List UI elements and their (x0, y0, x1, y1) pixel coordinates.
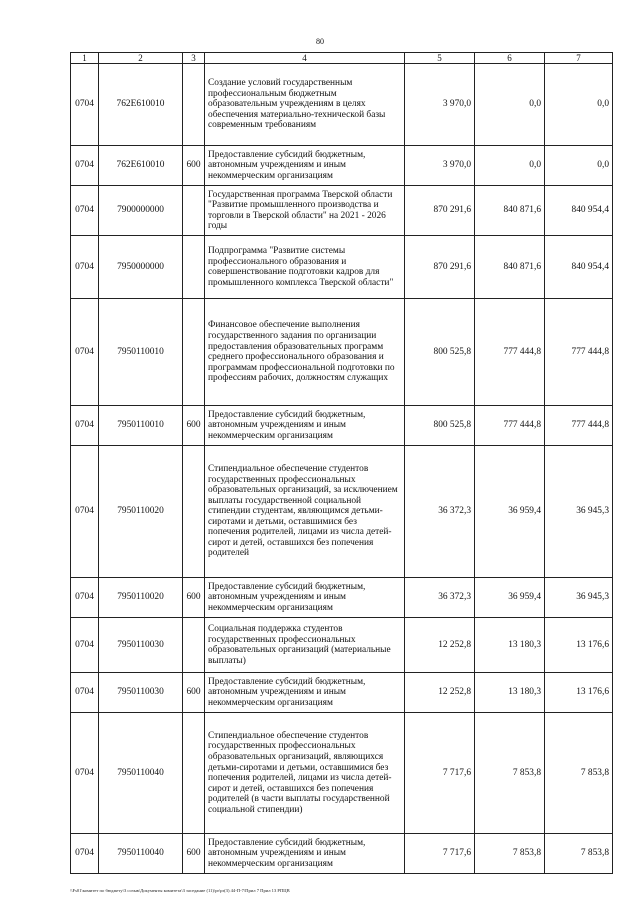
target-article-cell: 7950110040 (99, 834, 183, 874)
amount-2025-cell: 777 444,8 (475, 299, 545, 406)
amount-2026-cell: 7 853,8 (545, 834, 613, 874)
table-row (71, 146, 613, 186)
amount-2026-cell: 840 954,4 (545, 186, 613, 236)
description-cell: Финансовое обеспечение выполнения государственного задания по организации предоставления образовательных программ среднего профессионального образования и программам профессиональной подготовки по профессиям рабочих, должностям служащих (205, 299, 405, 406)
header-row (71, 53, 613, 64)
description-cell: Предоставление субсидий бюджетным, автономным учреждениям и иным некоммерческим организациям (205, 146, 405, 186)
section-code-cell: 0704 (71, 64, 99, 146)
target-article-cell: 7950000000 (99, 236, 183, 299)
amount-2026-cell: 0,0 (545, 64, 613, 146)
target-article-cell: 7950110010 (99, 299, 183, 406)
amount-2026-cell: 0,0 (545, 146, 613, 186)
description-cell: Предоставление субсидий бюджетным, автономным учреждениям и иным некоммерческим организациям (205, 578, 405, 618)
section-code-cell: 0704 (71, 146, 99, 186)
amount-2025-cell: 840 871,6 (475, 236, 545, 299)
expense-type-cell: 600 (183, 406, 205, 446)
table-row (71, 186, 613, 236)
amount-2026-cell: 13 176,6 (545, 673, 613, 713)
header-cell: 1 (71, 53, 99, 64)
amount-2024-cell: 12 252,8 (405, 673, 475, 713)
amount-2026-cell: 840 954,4 (545, 236, 613, 299)
amount-2025-cell: 13 180,3 (475, 673, 545, 713)
target-article-cell: 7950110030 (99, 673, 183, 713)
section-code-cell: 0704 (71, 834, 99, 874)
description-cell: Предоставление субсидий бюджетным, автономным учреждениям и иным некоммерческим организациям (205, 834, 405, 874)
section-code-cell: 0704 (71, 618, 99, 673)
table-row (71, 834, 613, 874)
header-cell: 5 (405, 53, 475, 64)
target-article-cell: 7900000000 (99, 186, 183, 236)
header-cell: 3 (183, 53, 205, 64)
target-article-cell: 762E610010 (99, 64, 183, 146)
amount-2025-cell: 13 180,3 (475, 618, 545, 673)
description-cell: Предоставление субсидий бюджетным, автономным учреждениям и иным некоммерческим организациям (205, 406, 405, 446)
description-cell: Стипендиальное обеспечение студентов государственных профессиональных образовательных организаций, за исключением выплаты государственной социальной стипендии студентам, являющимся детьми-сиротами и детьми, оставшимися без попечения родителей, лицами из числа детей-сирот и детей, оставшихся без попечения родителей (205, 446, 405, 578)
table-row (71, 406, 613, 446)
amount-2025-cell: 7 853,8 (475, 834, 545, 874)
target-article-cell: 7950110030 (99, 618, 183, 673)
section-code-cell: 0704 (71, 578, 99, 618)
table-row (71, 236, 613, 299)
amount-2024-cell: 36 372,3 (405, 446, 475, 578)
amount-2024-cell: 3 970,0 (405, 64, 475, 146)
target-article-cell: 7950110040 (99, 713, 183, 834)
description-cell: Создание условий государственным профессиональным бюджетным образовательным учреждениям в целях обеспечения материально-технической базы современным требованиям (205, 64, 405, 146)
amount-2026-cell: 13 176,6 (545, 618, 613, 673)
amount-2024-cell: 36 372,3 (405, 578, 475, 618)
section-code-cell: 0704 (71, 186, 99, 236)
table-row (71, 713, 613, 834)
expense-type-cell (183, 299, 205, 406)
amount-2026-cell: 36 945,3 (545, 446, 613, 578)
amount-2026-cell: 36 945,3 (545, 578, 613, 618)
expense-type-cell (183, 64, 205, 146)
header-cell: 7 (545, 53, 613, 64)
footer-file-path: \\Fs01\комитет по бюджету\3 созыв\Документы комитета\3 заседание (11)\pr\pr(3) 44-П-7\Прил 7 Прил 13 РПЦВ (70, 888, 290, 893)
table-row (71, 618, 613, 673)
page-number: 80 (316, 37, 324, 46)
header-cell: 6 (475, 53, 545, 64)
expense-type-cell: 600 (183, 834, 205, 874)
table-row (71, 299, 613, 406)
header-cell: 2 (99, 53, 183, 64)
amount-2024-cell: 870 291,6 (405, 236, 475, 299)
amount-2026-cell: 7 853,8 (545, 713, 613, 834)
budget-table (70, 52, 613, 874)
table-row (71, 446, 613, 578)
amount-2024-cell: 800 525,8 (405, 406, 475, 446)
section-code-cell: 0704 (71, 673, 99, 713)
target-article-cell: 7950110020 (99, 578, 183, 618)
header-cell: 4 (205, 53, 405, 64)
amount-2025-cell: 0,0 (475, 146, 545, 186)
expense-type-cell (183, 446, 205, 578)
expense-type-cell: 600 (183, 146, 205, 186)
description-cell: Государственная программа Тверской области "Развитие промышленного производства и торговли в Тверской области" на 2021 - 2026 годы (205, 186, 405, 236)
table-row (71, 578, 613, 618)
amount-2025-cell: 840 871,6 (475, 186, 545, 236)
amount-2025-cell: 7 853,8 (475, 713, 545, 834)
expense-type-cell (183, 618, 205, 673)
amount-2025-cell: 0,0 (475, 64, 545, 146)
table-row (71, 673, 613, 713)
expense-type-cell (183, 713, 205, 834)
expense-type-cell (183, 236, 205, 299)
amount-2026-cell: 777 444,8 (545, 406, 613, 446)
section-code-cell: 0704 (71, 406, 99, 446)
section-code-cell: 0704 (71, 713, 99, 834)
expense-type-cell: 600 (183, 578, 205, 618)
expense-type-cell: 600 (183, 673, 205, 713)
amount-2026-cell: 777 444,8 (545, 299, 613, 406)
amount-2025-cell: 777 444,8 (475, 406, 545, 446)
amount-2024-cell: 7 717,6 (405, 834, 475, 874)
target-article-cell: 7950110010 (99, 406, 183, 446)
description-cell: Предоставление субсидий бюджетным, автономным учреждениям и иным некоммерческим организациям (205, 673, 405, 713)
amount-2024-cell: 3 970,0 (405, 146, 475, 186)
target-article-cell: 762E610010 (99, 146, 183, 186)
description-cell: Стипендиальное обеспечение студентов государственных профессиональных образовательных организаций, являющихся детьми-сиротами и детьми, оставшимися без попечения родителей, лицами из числа детей-сирот и детей, оставшихся без попечения родителей (в части выплаты государственной социальной стипендии) (205, 713, 405, 834)
section-code-cell: 0704 (71, 299, 99, 406)
table-row (71, 64, 613, 146)
section-code-cell: 0704 (71, 236, 99, 299)
section-code-cell: 0704 (71, 446, 99, 578)
description-cell: Подпрограмма "Развитие системы профессионального образования и совершенствование подготовки кадров для промышленного комплекса Тверской области" (205, 236, 405, 299)
target-article-cell: 7950110020 (99, 446, 183, 578)
amount-2025-cell: 36 959,4 (475, 578, 545, 618)
amount-2024-cell: 870 291,6 (405, 186, 475, 236)
expense-type-cell (183, 186, 205, 236)
amount-2025-cell: 36 959,4 (475, 446, 545, 578)
amount-2024-cell: 7 717,6 (405, 713, 475, 834)
amount-2024-cell: 12 252,8 (405, 618, 475, 673)
description-cell: Социальная поддержка студентов государственных профессиональных образовательных организаций (материальные выплаты) (205, 618, 405, 673)
amount-2024-cell: 800 525,8 (405, 299, 475, 406)
